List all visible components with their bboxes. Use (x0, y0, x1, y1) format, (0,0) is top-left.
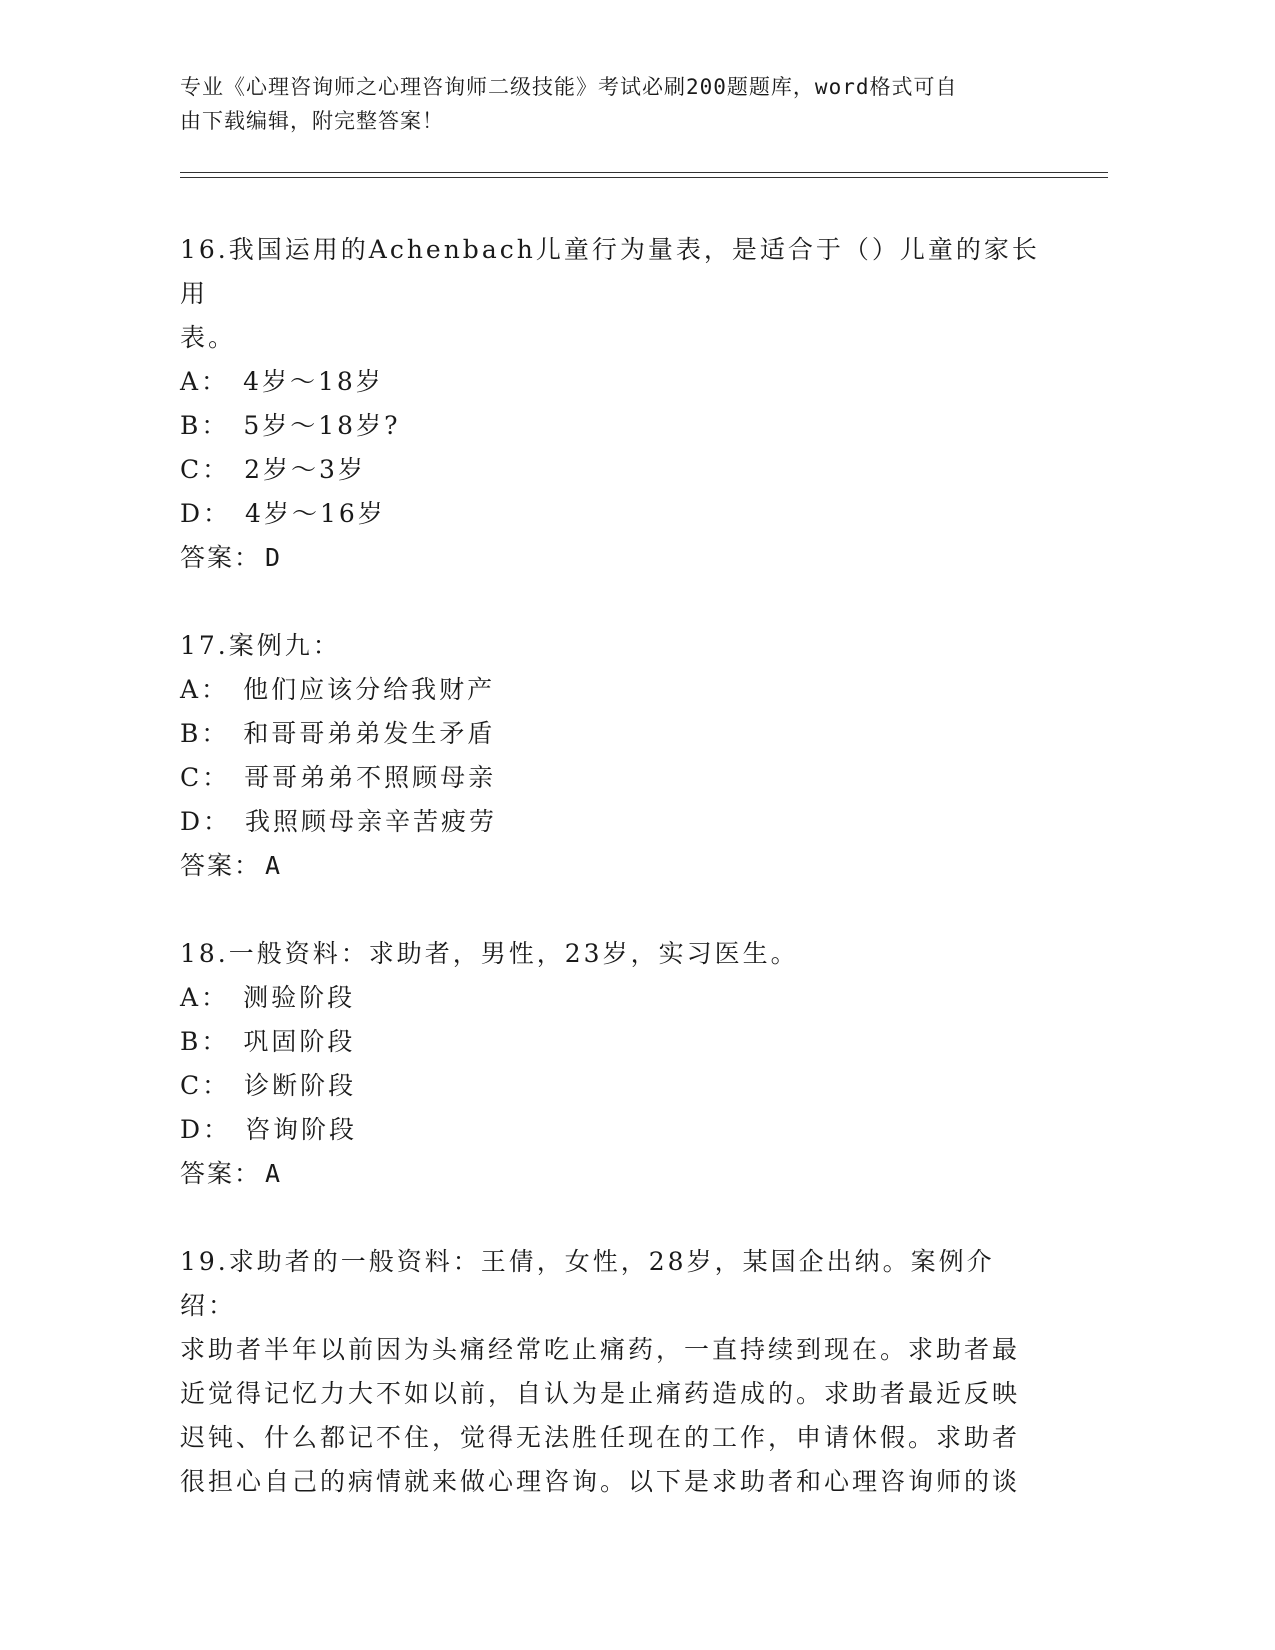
question-16 (180, 228, 1040, 580)
option-letter: A： (180, 367, 230, 396)
option-text: 5岁～18岁? (243, 411, 401, 440)
question-text-continued: 表。 (180, 323, 237, 352)
option-a (180, 360, 1040, 404)
answer-label: 答案： (180, 851, 262, 880)
option-text: 诊断阶段 (244, 1071, 357, 1100)
answer-line (180, 536, 1040, 580)
option-b (180, 1020, 1040, 1064)
header-divider-top (180, 172, 1108, 173)
option-b (180, 404, 1040, 448)
answer-line (180, 844, 1040, 888)
answer-value: A (265, 1159, 283, 1188)
header-divider-bottom (180, 177, 1108, 178)
question-text-continued: 很担心自己的病情就来做心理咨询。以下是求助者和心理咨询师的谈 (180, 1467, 1021, 1496)
question-text: 18.一般资料：求助者，男性，23岁，实习医生。 (180, 939, 799, 968)
option-letter: D： (180, 1115, 232, 1144)
option-c (180, 448, 1040, 492)
option-text: 哥哥弟弟不照顾母亲 (244, 763, 497, 792)
option-letter: A： (180, 983, 230, 1012)
question-18 (180, 932, 1040, 1196)
option-a (180, 976, 1040, 1020)
option-letter: B： (180, 1027, 230, 1056)
option-letter: A： (180, 675, 230, 704)
option-b (180, 712, 1040, 756)
option-a (180, 668, 1040, 712)
option-text: 他们应该分给我财产 (243, 675, 496, 704)
question-list (180, 228, 1040, 1548)
option-letter: C： (180, 455, 231, 484)
question-text: 17.案例九： (180, 631, 341, 660)
option-letter: B： (180, 719, 230, 748)
answer-value: D (265, 543, 283, 572)
option-letter: C： (180, 763, 231, 792)
option-letter: C： (180, 1071, 231, 1100)
answer-value: A (265, 851, 283, 880)
question-text-continued: 迟钝、什么都记不住，觉得无法胜任现在的工作，申请休假。求助者 (180, 1423, 1021, 1452)
option-text: 和哥哥弟弟发生矛盾 (243, 719, 496, 748)
answer-line (180, 1152, 1040, 1196)
option-c (180, 756, 1040, 800)
option-text: 2岁～3岁 (244, 455, 366, 484)
question-text: 19.求助者的一般资料：王倩，女性，28岁，某国企出纳。案例介绍： (180, 1247, 995, 1320)
answer-label: 答案： (180, 1159, 262, 1188)
option-text: 咨询阶段 (245, 1115, 358, 1144)
question-text-continued: 求助者半年以前因为头痛经常吃止痛药，一直持续到现在。求助者最 (180, 1335, 1021, 1364)
option-letter: D： (180, 807, 232, 836)
option-letter: B： (180, 411, 230, 440)
question-text-continued: 近觉得记忆力大不如以前，自认为是止痛药造成的。求助者最近反映 (180, 1379, 1021, 1408)
option-text: 测验阶段 (243, 983, 356, 1012)
document-header (180, 70, 1040, 138)
question-19 (180, 1240, 1040, 1504)
option-c (180, 1064, 1040, 1108)
header-line-1: 专业《心理咨询师之心理咨询师二级技能》考试必刷200题题库，word格式可自 (180, 75, 958, 99)
header-line-2: 由下载编辑，附完整答案！ (180, 109, 444, 133)
option-text: 4岁～18岁 (243, 367, 384, 396)
option-d (180, 800, 1040, 844)
option-text: 巩固阶段 (243, 1027, 356, 1056)
answer-label: 答案： (180, 543, 262, 572)
question-17 (180, 624, 1040, 888)
option-d (180, 492, 1040, 536)
question-text: 16.我国运用的Achenbach儿童行为量表，是适合于（）儿童的家长用 (180, 235, 1040, 308)
option-text: 我照顾母亲辛苦疲劳 (245, 807, 498, 836)
option-d (180, 1108, 1040, 1152)
option-text: 4岁～16岁 (245, 499, 386, 528)
option-letter: D： (180, 499, 232, 528)
